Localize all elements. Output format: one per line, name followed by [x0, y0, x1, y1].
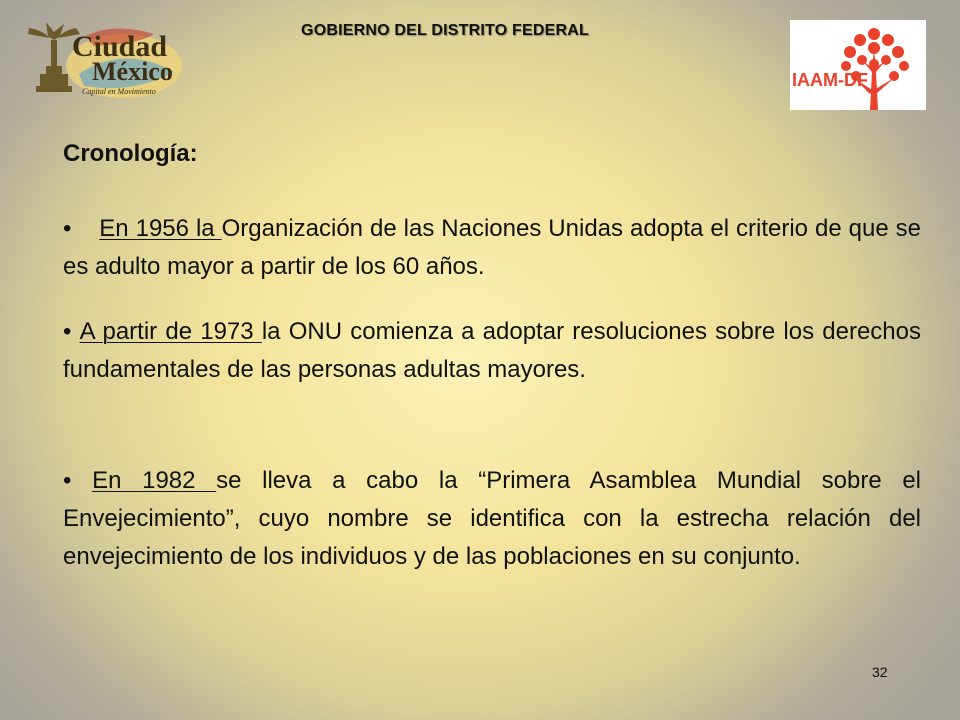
list-item [63, 210, 921, 286]
bullet: • [63, 467, 72, 494]
bullet: • [63, 215, 72, 242]
item-date-underlined: En 1956 la [99, 215, 222, 242]
ciudad-mexico-logo [24, 14, 184, 100]
item-text: se lleva a cabo la “Primera Asamblea Mundial sobre el Envejecimiento”, cuyo nombre se identifica con la estrecha relación del envejecimiento de los individuos y de las poblaciones en su conjunto. [63, 467, 921, 570]
section-title: Cronología: [63, 140, 198, 167]
logo-text-iaam: IAAM-DF [792, 70, 868, 90]
item-text: la ONU comienza a adoptar resoluciones sobre los derechos fundamentales de las personas adultas mayores. [63, 318, 922, 383]
header-title: GOBIERNO DEL DISTRITO FEDERAL [301, 22, 589, 39]
list-item [63, 313, 921, 389]
page-number: 32 [872, 664, 888, 680]
tree-logo-icon [790, 20, 926, 110]
item-date-underlined: En 1982 [92, 467, 217, 494]
logo-tagline: Capital en Movimiento [82, 87, 156, 96]
bullet: • [63, 318, 72, 345]
item-text: Organización de las Naciones Unidas adopta el criterio de que se es adulto mayor a partir de los 60 años. [63, 215, 921, 280]
logo-text-ciudad: Ciudad [72, 30, 168, 63]
list-item [63, 462, 921, 576]
iaam-df-logo [790, 20, 926, 110]
logo-text-mexico: México [92, 57, 173, 86]
item-date-underlined: A partir de 1973 [79, 318, 262, 345]
